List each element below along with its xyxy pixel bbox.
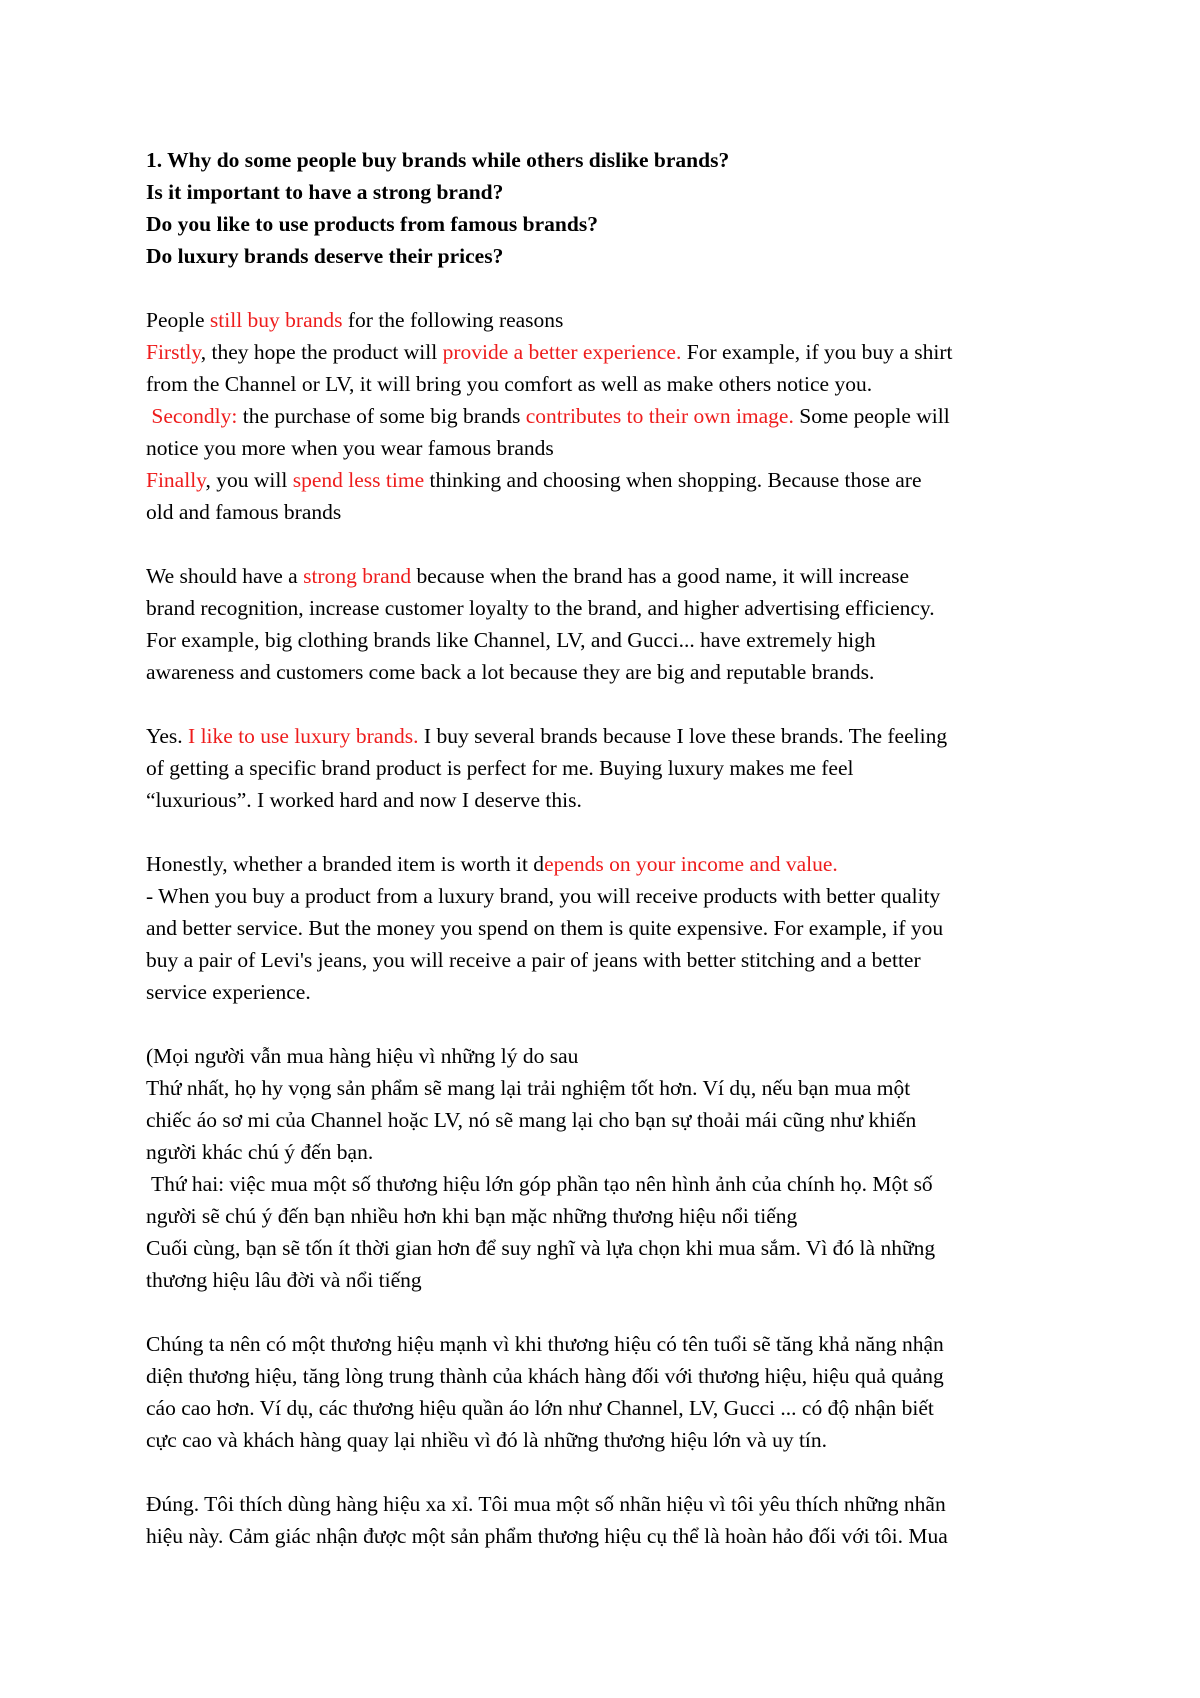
paragraph-spacer: [146, 688, 1086, 720]
text-run: thinking and choosing when shopping. Because those are: [424, 468, 922, 492]
text-run: , they hope the product will: [200, 340, 443, 364]
text-line: [146, 720, 1086, 752]
text-line: người khác chú ý đến bạn.: [146, 1140, 374, 1164]
text-line: diện thương hiệu, tăng lòng trung thành của khách hàng đối với thương hiệu, hiệu quả quảng: [146, 1364, 944, 1388]
text-run: Honestly, whether a branded item is worth it d: [146, 852, 545, 876]
text-line: buy a pair of Levi's jeans, you will receive a pair of jeans with better stitching and a better: [146, 948, 921, 972]
text-line: service experience.: [146, 980, 311, 1004]
text-line: [146, 464, 1086, 496]
text-run: For example, if you buy a shirt: [681, 340, 953, 364]
paragraph-spacer: [146, 272, 1086, 304]
text-line: hiệu này. Cảm giác nhận được một sản phẩm thương hiệu cụ thể là hoàn hảo đối với tôi. Mua: [146, 1524, 948, 1548]
answer-paragraph-strong-brand: [146, 560, 1086, 688]
highlight-run: I like to use luxury brands.: [188, 724, 419, 748]
answer-paragraph-luxury-use: [146, 720, 1086, 816]
text-run: Some people will: [793, 404, 950, 428]
text-line: Thứ nhất, họ hy vọng sản phẩm sẽ mang lại trải nghiệm tốt hơn. Ví dụ, nếu bạn mua một: [146, 1076, 911, 1100]
vietnamese-paragraph-strong-brand: [146, 1328, 1086, 1456]
text-line: [146, 304, 1086, 336]
question-heading-2: Is it important to have a strong brand?: [146, 180, 504, 204]
text-run: Yes.: [146, 724, 189, 748]
text-line: (Mọi người vẫn mua hàng hiệu vì những lý do sau: [146, 1044, 579, 1068]
paragraph-spacer: [146, 816, 1086, 848]
highlight-run: Secondly:: [151, 404, 238, 428]
vietnamese-paragraph-luxury-use: [146, 1488, 1086, 1552]
text-line: Cuối cùng, bạn sẽ tốn ít thời gian hơn để suy nghĩ và lựa chọn khi mua sắm. Vì đó là những: [146, 1236, 936, 1260]
highlight-run: Firstly: [146, 340, 201, 364]
highlight-run: epends on your income and value.: [544, 852, 838, 876]
text-line: Đúng. Tôi thích dùng hàng hiệu xa xỉ. Tôi mua một số nhãn hiệu vì tôi yêu thích những nhãn: [146, 1492, 946, 1516]
questions-block: [146, 144, 1086, 272]
text-run: the purchase of some big brands: [237, 404, 526, 428]
question-heading-3: Do you like to use products from famous brands?: [146, 212, 598, 236]
text-run: I buy several brands because I love these brands. The feeling: [418, 724, 948, 748]
text-run: because when the brand has a good name, it will increase: [411, 564, 910, 588]
text-line: “luxurious”. I worked hard and now I deserve this.: [146, 788, 582, 812]
answer-paragraph-worth-price: [146, 848, 1086, 1008]
vietnamese-paragraph-reasons: [146, 1040, 1086, 1296]
text-line: [146, 560, 1086, 592]
highlight-run: provide a better experience.: [442, 340, 682, 364]
text-line: notice you more when you wear famous brands: [146, 436, 554, 460]
text-line: [146, 400, 1086, 432]
text-line: and better service. But the money you spend on them is quite expensive. For example, if you: [146, 916, 944, 940]
text-line: [146, 336, 1086, 368]
highlight-run: contributes to their own image.: [525, 404, 794, 428]
text-line: chiếc áo sơ mi của Channel hoặc LV, nó sẽ mang lại cho bạn sự thoải mái cũng như khiến: [146, 1108, 917, 1132]
text-line: old and famous brands: [146, 500, 342, 524]
answer-paragraph-reasons: [146, 304, 1086, 528]
text-line: cáo cao hơn. Ví dụ, các thương hiệu quần áo lớn như Channel, LV, Gucci ... có độ nhận biết: [146, 1396, 934, 1420]
text-line: Chúng ta nên có một thương hiệu mạnh vì khi thương hiệu có tên tuổi sẽ tăng khả năng nhận: [146, 1332, 944, 1356]
text-line: - When you buy a product from a luxury brand, you will receive products with better quality: [146, 884, 941, 908]
highlight-run: strong brand: [303, 564, 412, 588]
paragraph-spacer: [146, 1296, 1086, 1328]
text-line: awareness and customers come back a lot because they are big and reputable brands.: [146, 660, 875, 684]
text-run: for the following reasons: [342, 308, 564, 332]
highlight-run: still buy brands: [209, 308, 343, 332]
text-run: , you will: [205, 468, 293, 492]
text-run: We should have a: [146, 564, 304, 588]
text-line: brand recognition, increase customer loyalty to the brand, and higher advertising efficiency.: [146, 596, 935, 620]
question-heading-4: Do luxury brands deserve their prices?: [146, 244, 504, 268]
highlight-run: spend less time: [292, 468, 425, 492]
highlight-run: Finally: [146, 468, 206, 492]
paragraph-spacer: [146, 1008, 1086, 1040]
paragraph-spacer: [146, 528, 1086, 560]
text-run: People: [146, 308, 210, 332]
text-line: For example, big clothing brands like Channel, LV, and Gucci... have extremely high: [146, 628, 876, 652]
text-line: người sẽ chú ý đến bạn nhiều hơn khi bạn mặc những thương hiệu nổi tiếng: [146, 1204, 798, 1228]
text-line: [146, 848, 1086, 880]
text-line: thương hiệu lâu đời và nổi tiếng: [146, 1268, 422, 1292]
paragraph-spacer: [146, 1456, 1086, 1488]
question-heading-1: 1. Why do some people buy brands while others dislike brands?: [146, 148, 730, 172]
text-line: Thứ hai: việc mua một số thương hiệu lớn góp phần tạo nên hình ảnh của chính họ. Một số: [146, 1172, 933, 1196]
text-line: of getting a specific brand product is perfect for me. Buying luxury makes me feel: [146, 756, 854, 780]
text-line: from the Channel or LV, it will bring you comfort as well as make others notice you.: [146, 372, 873, 396]
text-line: cực cao và khách hàng quay lại nhiều vì đó là những thương hiệu lớn và uy tín.: [146, 1428, 828, 1452]
document-body: [146, 144, 1086, 1552]
